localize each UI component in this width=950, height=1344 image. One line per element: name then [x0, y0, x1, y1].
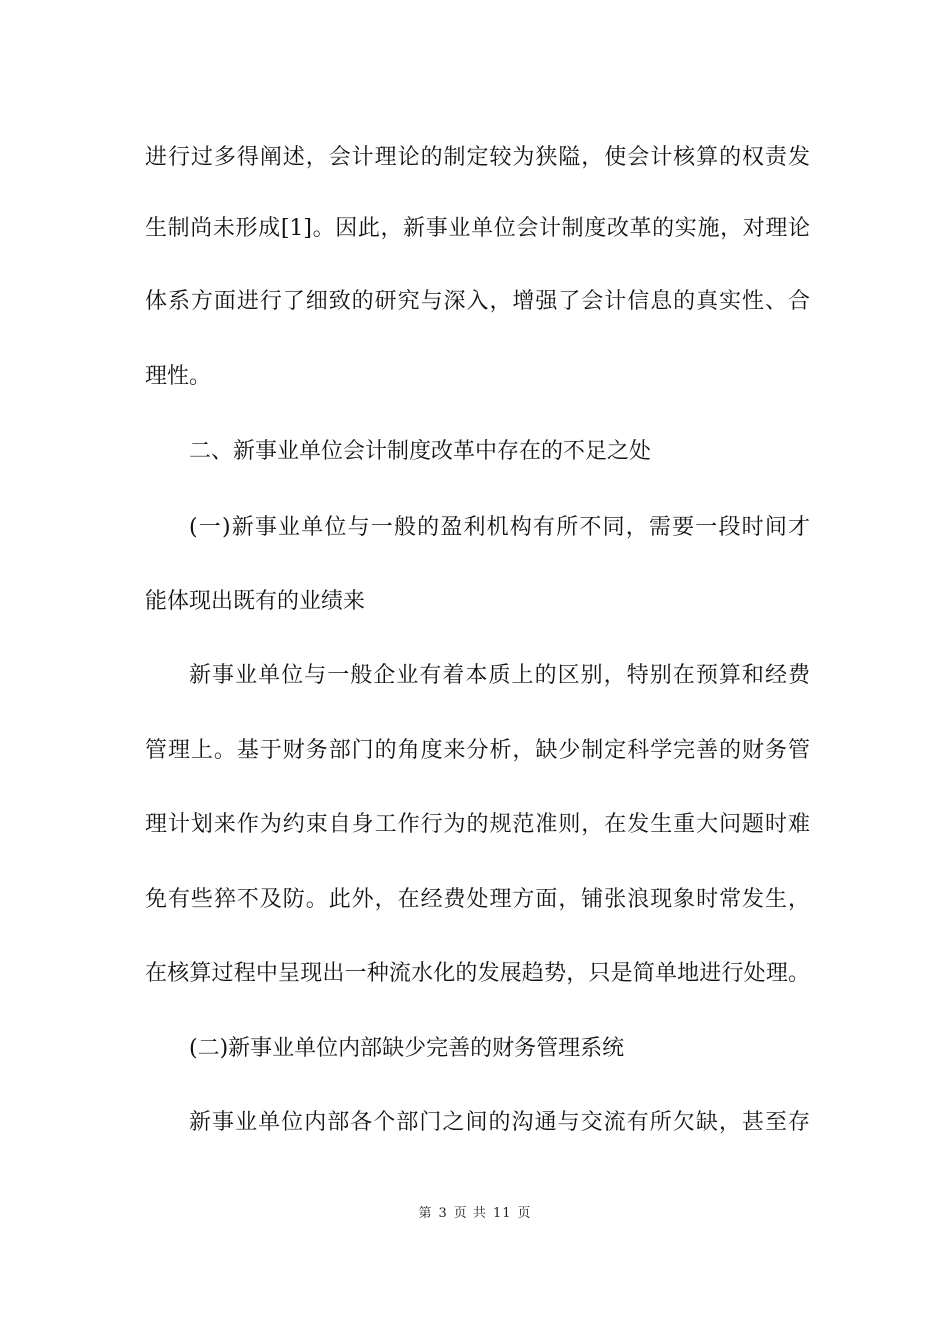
paragraph-line-2: 生制尚未形成[1]。因此，新事业单位会计制度改革的实施，对理论 [145, 216, 810, 241]
paragraph2-line-1: 新事业单位与一般企业有着本质上的区别，特别在预算和经费 [189, 663, 810, 688]
subheading-2: (二)新事业单位内部缺少完善的财务管理系统 [189, 1036, 625, 1061]
section-heading: 二、新事业单位会计制度改革中存在的不足之处 [189, 439, 652, 464]
paragraph2-line-3: 理计划来作为约束自身工作行为的规范准则，在发生重大问题时难 [145, 812, 810, 837]
footer-total-pages: 11 [492, 1206, 512, 1221]
subheading-1-line-2: 能体现出既有的业绩来 [145, 589, 366, 614]
page-footer [0, 1204, 950, 1224]
footer-suffix: 页 [517, 1206, 532, 1221]
paragraph-line-3: 体系方面进行了细致的研究与深入，增强了会计信息的真实性、合 [145, 289, 810, 314]
paragraph2-line-2: 管理上。基于财务部门的角度来分析，缺少制定科学完善的财务管 [145, 738, 810, 763]
paragraph3-line-1: 新事业单位内部各个部门之间的沟通与交流有所欠缺，甚至存 [189, 1110, 810, 1135]
paragraph-line-4: 理性。 [145, 364, 212, 389]
paragraph2-line-4: 免有些猝不及防。此外，在经费处理方面，铺张浪现象时常发生， [145, 887, 810, 912]
footer-current-page: 3 [438, 1206, 448, 1221]
footer-middle: 页 共 [453, 1206, 487, 1221]
paragraph2-line-5: 在核算过程中呈现出一种流水化的发展趋势，只是简单地进行处理。 [145, 961, 810, 986]
footer-prefix: 第 [418, 1206, 433, 1221]
paragraph-line-1: 进行过多得阐述，会计理论的制定较为狭隘，使会计核算的权责发 [145, 145, 810, 170]
subheading-1-line-1: (一)新事业单位与一般的盈利机构有所不同，需要一段时间才 [189, 515, 810, 540]
